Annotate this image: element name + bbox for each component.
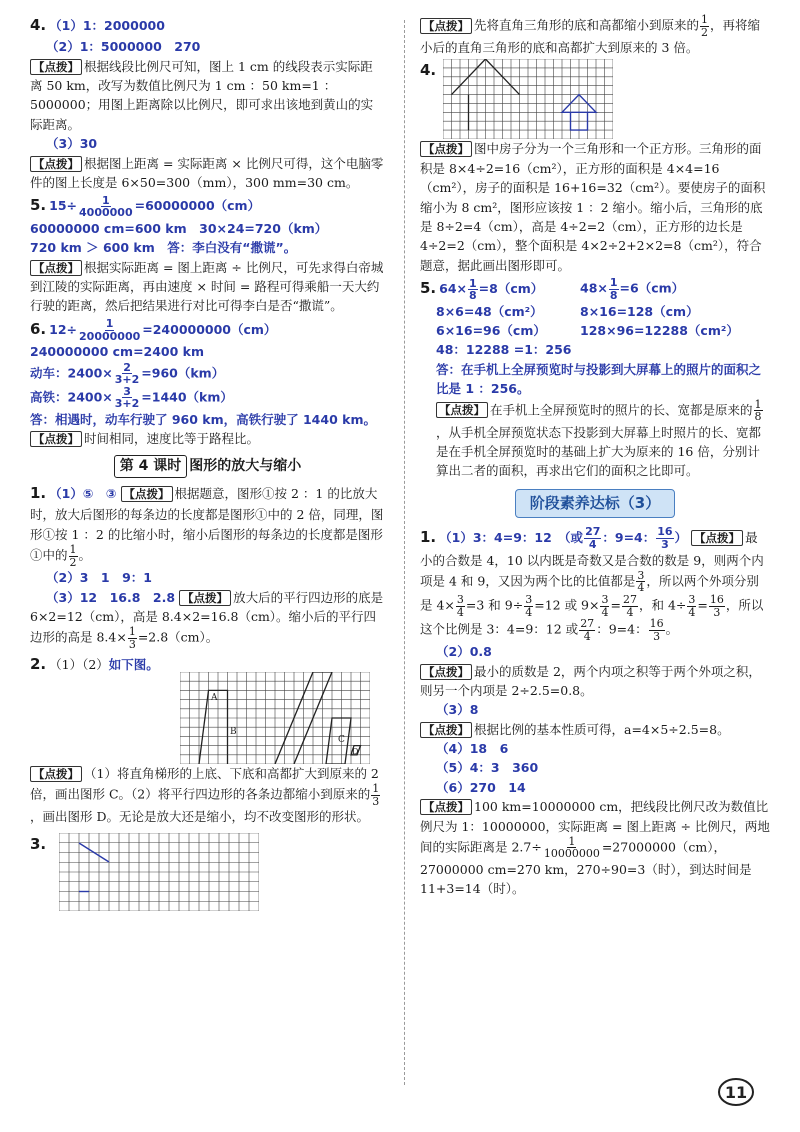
lesson-number: 第 4 课时: [114, 455, 188, 479]
fraction: [114, 386, 141, 410]
fraction: [579, 618, 595, 642]
denominator: 3: [661, 537, 669, 551]
fraction: [371, 783, 380, 807]
denominator: 4000000: [79, 206, 133, 220]
explanation: ，和 4÷: [638, 597, 687, 613]
tip-tag: 【点拨】: [420, 664, 472, 680]
question-number: 6.: [30, 319, 47, 338]
numerator: 27: [622, 593, 637, 606]
denominator: 4: [583, 629, 591, 643]
question-number: 5.: [30, 196, 47, 215]
answer-part-2: （2）3 1 9：1: [46, 570, 152, 586]
denominator: 3: [713, 605, 721, 619]
question-number: 1.: [30, 484, 47, 503]
answer-4: [30, 14, 385, 192]
numerator: 1: [568, 834, 576, 848]
grid-figure-house: [443, 59, 613, 139]
fraction: [456, 594, 465, 618]
answer-part-5: （5）4：3 360: [436, 760, 539, 776]
numerator: 3: [525, 593, 533, 606]
explanation: ：9=4：: [596, 621, 648, 637]
numerator: 16: [709, 593, 724, 606]
denominator: 2: [701, 25, 709, 39]
answer-line: 60000000 cm=600 km 30×24=720（km）: [30, 220, 328, 236]
answer: （1）⑤ ③: [49, 486, 117, 502]
explanation: =2.8（cm）。: [137, 629, 219, 645]
tip-tag: 【点拨】: [691, 530, 743, 546]
fraction: [709, 594, 725, 618]
question-number: 4.: [30, 16, 47, 34]
explanation: 图中房子分为一个三角形和一个正方形。三角形的面积是 8×4÷2=16（cm²），正方形的面积是 4×4=16（cm²），房子的面积是 16+16=32（cm²）。要使房子的面积缩小为 8 cm²，图形应该按 1 ：2 缩小。缩小后，三角形的底是 8÷2=4（cm），高是 4÷2=2（cm），正方形的边长是 4÷2=2（cm），整个面积是 4×2÷2+2×2=8（cm²），符合题意，据此画出图形即可。: [420, 141, 766, 273]
answer: 如下图。: [108, 656, 159, 672]
fraction: [649, 618, 665, 642]
numerator: 1: [701, 13, 709, 26]
denominator: 3: [372, 794, 380, 808]
answer-part-2: （2）1：5000000 270: [46, 39, 201, 55]
numerator: 3: [123, 384, 131, 398]
answer-line: 720 km ＞ 600 km 答：李白没有“撒谎”。: [30, 240, 297, 256]
numerator: 16: [657, 525, 673, 539]
numerator: 3: [637, 568, 645, 582]
lesson-answer-3: [30, 833, 385, 911]
explanation: ，画出图形 D。无论是放大还是缩小，均不改变图形的形状。: [30, 809, 369, 825]
explanation: ，从手机全屏预览状态下投影到大屏幕上时照片的长、宽都是在手机全屏预览时的基础上扩大为原来的 16 倍，分别计算出二者的面积，再求出它们的面积之比即可。: [436, 424, 762, 479]
answer-5: [30, 194, 385, 315]
lesson-answer-1: [30, 482, 385, 650]
denominator: 4: [525, 605, 533, 619]
answer-5-right: [420, 277, 770, 481]
label-d: D: [352, 746, 359, 756]
calc-line: 8×16=128（cm）: [580, 303, 699, 319]
answer-line: 答：在手机上全屏预览时与投影到大屏幕上的照片的面积之比是 1 ：256。: [436, 361, 762, 397]
denominator: 4: [456, 605, 464, 619]
lesson-header: [30, 455, 385, 479]
stage-header: [420, 489, 770, 518]
denominator: 8: [469, 289, 477, 303]
left-column: [30, 14, 385, 913]
numerator: 2: [123, 360, 131, 374]
calc-line: 48：12288 =1：256: [436, 342, 572, 358]
fraction: [78, 195, 134, 219]
tip-tag: 【点拨】: [30, 156, 82, 172]
explanation: ，所以两个外项分别是 4×: [420, 573, 759, 613]
explanation: 时间相同，速度比等于路程比。: [84, 431, 260, 447]
numerator: 1: [469, 276, 477, 290]
math-text: 。: [78, 547, 92, 563]
answer-4-right: [420, 59, 770, 275]
numerator: 1: [69, 543, 77, 557]
explanation: 根据题意，图形①按 2 ：1 的比放大时，放大后图形的每条边的长度都是图形①中的 2 倍，同理，图形①按 1 ：2 的比缩小时，缩小后图形的每条边的长度都是图形①中的: [30, 486, 384, 563]
math-text: =960（km）: [141, 365, 225, 381]
fraction: [656, 526, 673, 550]
fraction: [622, 594, 638, 618]
tip-tag: 【点拨】: [420, 799, 472, 815]
math-text: 64×: [439, 281, 468, 297]
math-text: =60000000（cm）: [134, 198, 261, 214]
explanation: =3 和 9÷: [465, 597, 524, 613]
explanation: 根据线段比例尺可知，图上 1 cm 的线段表示实际距离 50 km，改写为数值比例尺为 1 cm ：50 km=1 ：5000000；用图上距离除以比例尺，即可求出该地到黄山的实际距离。: [30, 58, 374, 132]
right-column: [420, 14, 770, 901]
explanation: 根据实际距离 = 图上距离 ÷ 比例尺，可先求得白帝城到江陵的实际距离，再由速度 × 时间 = 路程可得乘船一天大约行驶的距离，然后把结果进行对比可得李白是否“撒谎”。: [30, 259, 384, 314]
numerator: 3: [688, 593, 696, 606]
explanation: =12 或 9×: [534, 597, 600, 613]
math-text: ）: [674, 529, 688, 545]
math-text: 高铁：2400×: [30, 389, 113, 405]
math-text: ：9=4：: [602, 529, 656, 545]
numerator: 3: [601, 593, 609, 606]
calc-line: 128×96=12288（cm²）: [580, 323, 739, 339]
lesson-answer-2: [30, 653, 385, 827]
explanation: 最小的合数是 4，10 以内既是奇数又是合数的数是 9，则两个内项是 4 和 9，又因为两个比的比值都是: [420, 529, 764, 589]
numerator: 1: [609, 276, 618, 290]
explanation: 在手机上全屏预览时的照片的长、宽都是原来的: [490, 402, 753, 418]
denominator: 4: [637, 581, 645, 595]
tip-tag: 【点拨】: [121, 486, 173, 502]
tip-tag: 【点拨】: [436, 402, 488, 418]
question-number: 5.: [420, 279, 437, 298]
fraction: [600, 594, 609, 618]
question-number: 4.: [420, 61, 437, 80]
calc-line: 8×6=48（cm²）: [436, 303, 543, 319]
answer-part-4: （4）18 6: [436, 741, 509, 757]
denominator: 4: [588, 537, 597, 551]
numerator: 1: [372, 782, 380, 796]
fraction: [584, 526, 601, 550]
math-text: 15÷: [49, 198, 78, 214]
answer-line: 答：相遇时，动车行驶了 960 km，高铁行驶了 1440 km。: [30, 411, 376, 427]
tip-tag: 【点拨】: [420, 18, 472, 34]
explanation: =: [610, 597, 621, 613]
explanation: （1）将直角梯形的上底、下底和高都扩大到原来的 2 倍，画出图形 C。（2）将平行四边形的各条边都缩小到原来的: [30, 765, 379, 802]
answer-3-tip: [420, 14, 770, 57]
fraction: [114, 362, 141, 386]
fraction: [636, 570, 645, 594]
explanation: ，所以这个比例是 3：4=9：12 或: [420, 597, 764, 637]
denominator: 8: [754, 410, 762, 424]
answer-part-1: （1）1：2000000: [49, 18, 165, 33]
denominator: 3: [653, 629, 661, 643]
explanation: 最小的质数是 2，两个内项之积等于两个外项之积，则另一个内项是 2÷2.5=0.8。: [420, 663, 761, 698]
answer-part-3: （3）8: [436, 702, 479, 718]
answer-label: （1）（2）: [49, 656, 109, 672]
tip-tag: 【点拨】: [30, 260, 82, 276]
stage-title: 阶段素养达标（3）: [515, 489, 675, 518]
numerator: 27: [585, 525, 601, 539]
stage-answer-1: [420, 526, 770, 899]
fraction: [69, 544, 78, 568]
denominator: 3: [128, 637, 136, 651]
calc-line: 6×16=96（cm）: [436, 323, 546, 339]
grid-figure-triangle: [59, 833, 259, 911]
column-divider: [404, 20, 405, 1085]
tip-tag: 【点拨】: [30, 431, 82, 447]
numerator: 3: [456, 593, 464, 606]
grid-figure-scaling: [180, 672, 370, 764]
math-text: 48×: [580, 280, 608, 296]
question-number: 3.: [30, 834, 47, 853]
tip-tag: 【点拨】: [30, 59, 82, 75]
explanation: 。: [665, 621, 679, 637]
explanation: =27000000（cm），27000000 cm=270 km，270÷90=3（时），到达时间是 11+3=14（时）。: [420, 839, 752, 897]
fraction: [78, 318, 141, 342]
fraction: [609, 277, 619, 301]
page-number-badge: [717, 1077, 755, 1107]
fraction: [128, 626, 137, 650]
answer-6: [30, 318, 385, 449]
label-b: B: [230, 726, 237, 737]
tip-tag: 【点拨】: [420, 141, 472, 157]
question-number: 2.: [30, 654, 47, 673]
denominator: 20000000: [79, 329, 141, 343]
explanation: 先将直角三角形的底和高都缩小到原来的: [474, 17, 700, 33]
label-a: A: [211, 692, 218, 703]
fraction: [524, 594, 533, 618]
numerator: 1: [754, 397, 762, 411]
fraction: [543, 836, 601, 860]
denominator: 3+2: [114, 397, 140, 411]
explanation: ，再将缩小后的直角三角形的底和高都扩大到原来的 3 倍。: [420, 17, 761, 56]
answer-part-2: （2）0.8: [436, 644, 492, 660]
math-text: =8（cm）: [478, 281, 544, 297]
denominator: 4: [601, 605, 609, 619]
denominator: 4: [688, 605, 696, 619]
answer-line: 240000000 cm=2400 km: [30, 344, 205, 360]
denominator: 4: [626, 605, 634, 619]
explanation: 根据比例的基本性质可得，a=4×5÷2.5=8。: [474, 721, 730, 737]
explanation: 根据图上距离 = 实际距离 × 比例尺可得，这个电脑零件的图上长度是 6×50=300（mm），300 mm=30 cm。: [30, 155, 384, 190]
numerator: 1: [101, 193, 110, 207]
fraction: [754, 399, 763, 423]
answer-part-3: （3）12 16.8 2.8: [46, 589, 176, 605]
math-text: （1）3：4=9：12 （或: [439, 529, 584, 545]
answer-part-3: （3）30: [46, 136, 98, 152]
numerator: 16: [649, 617, 664, 631]
lesson-title: 图形的放大与缩小: [189, 457, 302, 474]
fraction: [687, 594, 696, 618]
tip-tag: 【点拨】: [179, 590, 231, 606]
math-text: 12÷: [49, 321, 78, 337]
math-text: 动车：2400×: [30, 365, 113, 381]
label-c: C: [338, 734, 345, 745]
denominator: 2: [69, 555, 77, 569]
fraction: [700, 14, 709, 38]
explanation: 100 km=10000000 cm，把线段比例尺改为数值比例尺为 1：10000000，实际距离 = 图上距离 ÷ 比例尺，两地间的实际距离是 2.7÷: [420, 799, 770, 855]
numerator: 1: [105, 317, 114, 331]
answer-part-6: （6）270 14: [436, 779, 526, 795]
math-text: =1440（km）: [141, 389, 233, 405]
explanation: 放大后的平行四边形的底是 6×2=12（cm），高是 8.4×2=16.8（cm）。缩小后的平行四边形的高是 8.4×: [30, 589, 384, 645]
explanation: =: [697, 597, 708, 613]
denominator: 10000000: [543, 847, 600, 861]
denominator: 3+2: [114, 373, 140, 387]
denominator: 8: [609, 288, 618, 302]
fraction: [468, 278, 478, 302]
numerator: 27: [580, 617, 595, 631]
tip-tag: 【点拨】: [420, 722, 472, 738]
tip-tag: 【点拨】: [30, 766, 82, 782]
page-number: 11: [724, 1083, 748, 1102]
math-text: =6（cm）: [619, 280, 685, 296]
math-text: =240000000（cm）: [142, 321, 277, 337]
numerator: 1: [128, 625, 136, 639]
question-number: 1.: [420, 527, 437, 546]
